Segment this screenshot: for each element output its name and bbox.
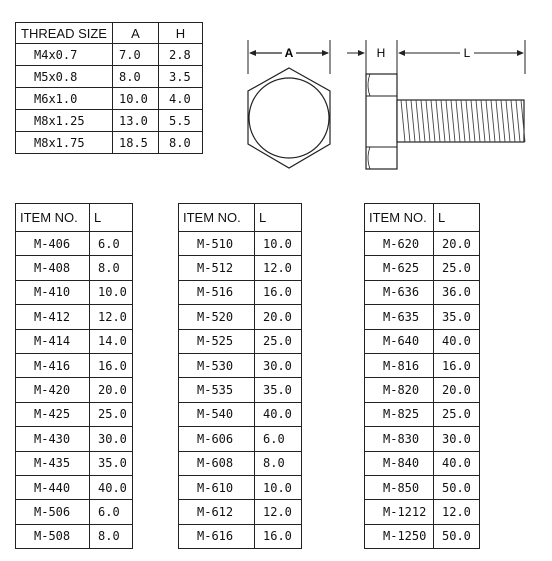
hex-outline xyxy=(248,68,330,168)
length-cell: 16.0 xyxy=(255,524,302,548)
item-number-cell: M-535 xyxy=(179,378,255,402)
length-cell: 35.0 xyxy=(434,305,480,329)
a-value-cell: 18.5 xyxy=(113,132,159,154)
item-number-cell: M-636 xyxy=(365,280,434,304)
item-number-cell: M-608 xyxy=(179,451,255,475)
length-cell: 12.0 xyxy=(434,500,480,524)
item-number-cell: M-616 xyxy=(179,524,255,548)
table-row xyxy=(179,305,302,329)
thread-size-cell: M8x1.75 xyxy=(16,132,113,154)
table-row xyxy=(365,451,480,475)
item-number-cell: M-840 xyxy=(365,451,434,475)
table-row xyxy=(365,524,480,548)
length-cell: 20.0 xyxy=(434,378,480,402)
table-row xyxy=(365,500,480,524)
table-row xyxy=(365,475,480,499)
table-row xyxy=(16,256,133,280)
thread-size-cell: M5x0.8 xyxy=(16,66,113,88)
length-cell: 40.0 xyxy=(434,329,480,353)
length-header: L xyxy=(434,204,480,232)
item-table-body xyxy=(179,232,302,549)
item-no-header: ITEM NO. xyxy=(179,204,255,232)
item-number-cell: M-435 xyxy=(16,451,90,475)
item-number-cell: M-510 xyxy=(179,232,255,256)
length-cell: 10.0 xyxy=(255,232,302,256)
length-cell: 12.0 xyxy=(255,256,302,280)
h-value-cell: 2.8 xyxy=(159,44,203,66)
item-table-body xyxy=(365,232,480,549)
threaded-shank xyxy=(397,100,524,142)
item-number-cell: M-820 xyxy=(365,378,434,402)
item-number-cell: M-635 xyxy=(365,305,434,329)
length-cell: 25.0 xyxy=(434,256,480,280)
thread-size-cell: M4x0.7 xyxy=(16,44,113,66)
table-row xyxy=(16,132,203,154)
table-row xyxy=(16,44,203,66)
dimension-h-label: H xyxy=(376,46,386,60)
item-no-header: ITEM NO. xyxy=(365,204,434,232)
table-row xyxy=(16,378,133,402)
table-row xyxy=(179,378,302,402)
thread-size-cell: M6x1.0 xyxy=(16,88,113,110)
item-number-cell: M-850 xyxy=(365,475,434,499)
item-table-header-row xyxy=(16,204,133,232)
table-row xyxy=(16,500,133,524)
item-table-1 xyxy=(15,203,133,549)
item-table-body xyxy=(16,232,133,549)
length-cell: 25.0 xyxy=(434,402,480,426)
item-number-cell: M-612 xyxy=(179,500,255,524)
table-row xyxy=(16,232,133,256)
length-cell: 35.0 xyxy=(255,378,302,402)
item-number-cell: M-606 xyxy=(179,427,255,451)
a-value-cell: 10.0 xyxy=(113,88,159,110)
length-cell: 16.0 xyxy=(90,353,133,377)
item-number-cell: M-508 xyxy=(16,524,90,548)
item-number-cell: M-440 xyxy=(16,475,90,499)
table-row xyxy=(179,353,302,377)
table-row xyxy=(16,88,203,110)
dimension-a-label: A xyxy=(284,46,294,60)
item-number-cell: M-816 xyxy=(365,353,434,377)
table-row xyxy=(16,305,133,329)
item-number-cell: M-412 xyxy=(16,305,90,329)
table-row xyxy=(365,256,480,280)
item-number-cell: M-420 xyxy=(16,378,90,402)
table-row xyxy=(179,427,302,451)
a-value-cell: 8.0 xyxy=(113,66,159,88)
bolt-side-view xyxy=(347,40,525,169)
item-number-cell: M-625 xyxy=(365,256,434,280)
h-header: H xyxy=(159,23,203,44)
table-row xyxy=(16,280,133,304)
length-cell: 6.0 xyxy=(90,232,133,256)
item-number-cell: M-520 xyxy=(179,305,255,329)
table-row xyxy=(179,524,302,548)
dimension-h-arrow-left xyxy=(358,50,365,56)
item-table-header-row xyxy=(179,204,302,232)
table-row xyxy=(179,256,302,280)
table-row xyxy=(16,353,133,377)
table-row xyxy=(16,110,203,132)
item-number-cell: M-516 xyxy=(179,280,255,304)
item-number-cell: M-830 xyxy=(365,427,434,451)
item-no-header: ITEM NO. xyxy=(16,204,90,232)
length-cell: 14.0 xyxy=(90,329,133,353)
dimension-a-arrow-left xyxy=(249,50,256,56)
length-cell: 20.0 xyxy=(255,305,302,329)
length-cell: 16.0 xyxy=(434,353,480,377)
item-number-cell: M-425 xyxy=(16,402,90,426)
item-number-cell: M-430 xyxy=(16,427,90,451)
item-number-cell: M-406 xyxy=(16,232,90,256)
table-row xyxy=(16,427,133,451)
thread-size-table xyxy=(15,22,203,154)
dimension-a-arrow-right xyxy=(322,50,329,56)
table-row xyxy=(365,329,480,353)
a-value-cell: 7.0 xyxy=(113,44,159,66)
length-cell: 10.0 xyxy=(255,475,302,499)
length-cell: 35.0 xyxy=(90,451,133,475)
length-cell: 40.0 xyxy=(434,451,480,475)
length-cell: 40.0 xyxy=(90,475,133,499)
dimension-l-arrow-right xyxy=(517,50,524,56)
item-number-cell: M-1212 xyxy=(365,500,434,524)
item-number-cell: M-512 xyxy=(179,256,255,280)
h-value-cell: 4.0 xyxy=(159,88,203,110)
item-number-cell: M-416 xyxy=(16,353,90,377)
length-cell: 8.0 xyxy=(90,524,133,548)
h-value-cell: 3.5 xyxy=(159,66,203,88)
length-cell: 30.0 xyxy=(434,427,480,451)
item-number-cell: M-640 xyxy=(365,329,434,353)
table-row xyxy=(365,402,480,426)
dimension-l-label: L xyxy=(463,46,471,60)
table-row xyxy=(365,305,480,329)
table-row xyxy=(16,402,133,426)
table-row xyxy=(16,66,203,88)
length-cell: 30.0 xyxy=(90,427,133,451)
item-number-cell: M-540 xyxy=(179,402,255,426)
length-cell: 40.0 xyxy=(255,402,302,426)
table-row xyxy=(179,500,302,524)
table-row xyxy=(16,329,133,353)
hex-bolt-diagram xyxy=(238,36,528,181)
length-cell: 20.0 xyxy=(90,378,133,402)
length-header: L xyxy=(90,204,133,232)
table-row xyxy=(16,475,133,499)
length-cell: 36.0 xyxy=(434,280,480,304)
table-row xyxy=(179,329,302,353)
item-table-3 xyxy=(364,203,480,549)
length-cell: 6.0 xyxy=(90,500,133,524)
table-row xyxy=(365,353,480,377)
a-header: A xyxy=(113,23,159,44)
thread-table-body xyxy=(16,44,203,154)
h-value-cell: 5.5 xyxy=(159,110,203,132)
length-cell: 12.0 xyxy=(255,500,302,524)
hex-head-front-view xyxy=(248,40,330,168)
length-cell: 25.0 xyxy=(90,402,133,426)
length-cell: 30.0 xyxy=(255,353,302,377)
length-cell: 8.0 xyxy=(255,451,302,475)
length-cell: 12.0 xyxy=(90,305,133,329)
table-row xyxy=(365,427,480,451)
a-value-cell: 13.0 xyxy=(113,110,159,132)
table-row xyxy=(16,524,133,548)
thread-size-cell: M8x1.25 xyxy=(16,110,113,132)
item-number-cell: M-410 xyxy=(16,280,90,304)
item-number-cell: M-825 xyxy=(365,402,434,426)
item-number-cell: M-408 xyxy=(16,256,90,280)
table-row xyxy=(365,378,480,402)
length-cell: 50.0 xyxy=(434,475,480,499)
h-value-cell: 8.0 xyxy=(159,132,203,154)
item-table-2 xyxy=(178,203,302,549)
table-row xyxy=(365,232,480,256)
length-cell: 10.0 xyxy=(90,280,133,304)
table-row xyxy=(16,451,133,475)
thread-table-header-row xyxy=(16,23,203,44)
item-number-cell: M-530 xyxy=(179,353,255,377)
item-table-header-row xyxy=(365,204,480,232)
length-cell: 8.0 xyxy=(90,256,133,280)
item-number-cell: M-1250 xyxy=(365,524,434,548)
item-number-cell: M-525 xyxy=(179,329,255,353)
length-cell: 20.0 xyxy=(434,232,480,256)
item-number-cell: M-506 xyxy=(16,500,90,524)
length-cell: 50.0 xyxy=(434,524,480,548)
thread-size-header: THREAD SIZE xyxy=(16,23,113,44)
length-cell: 16.0 xyxy=(255,280,302,304)
bolt-head-side xyxy=(366,74,397,169)
length-cell: 25.0 xyxy=(255,329,302,353)
length-header: L xyxy=(255,204,302,232)
table-row xyxy=(365,280,480,304)
table-row xyxy=(179,475,302,499)
item-number-cell: M-620 xyxy=(365,232,434,256)
table-row xyxy=(179,451,302,475)
table-row xyxy=(179,402,302,426)
item-number-cell: M-414 xyxy=(16,329,90,353)
length-cell: 6.0 xyxy=(255,427,302,451)
table-row xyxy=(179,280,302,304)
item-number-cell: M-610 xyxy=(179,475,255,499)
table-row xyxy=(179,232,302,256)
